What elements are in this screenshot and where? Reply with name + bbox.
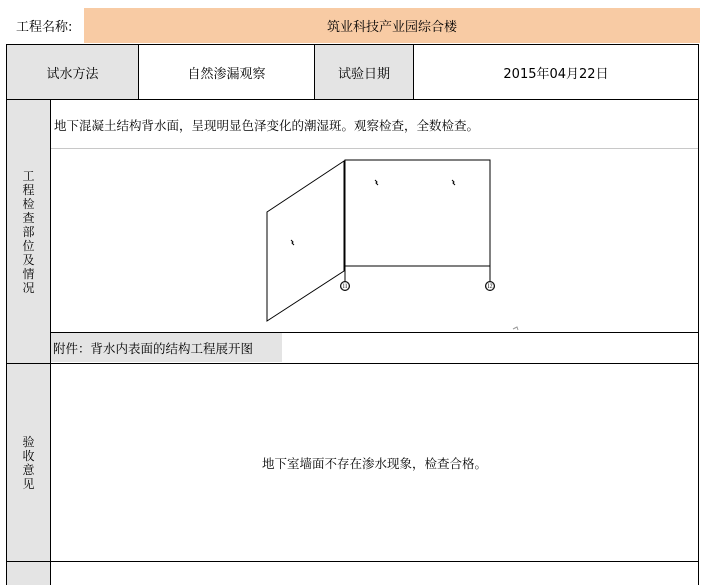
expanded-wall-diagram xyxy=(51,149,698,332)
acceptance-label: 验 收 意 见 xyxy=(22,434,35,491)
bottom-row-label-cell xyxy=(7,562,50,585)
acceptance-opinion: 地下室墙面不存在渗水现象，检查合格。 xyxy=(261,455,487,471)
attachment-cell xyxy=(51,333,282,362)
test-method-label-cell xyxy=(7,45,138,99)
acceptance-opinion-cell xyxy=(51,364,698,561)
description-divider xyxy=(51,148,698,149)
inspection-description-cell xyxy=(51,100,698,148)
cursor-mark xyxy=(513,327,518,330)
test-method-value-cell xyxy=(139,45,314,99)
test-date-label-cell xyxy=(315,45,413,99)
acceptance-bottom-line xyxy=(6,561,699,562)
damp-spot-mark xyxy=(375,180,378,185)
test-method-divider xyxy=(138,44,139,100)
project-name-value: 筑业科技产业园综合楼 xyxy=(326,20,457,35)
inspection-label-cell xyxy=(7,100,50,363)
test-date-label-left-divider xyxy=(314,44,315,100)
test-row-bottom-line xyxy=(6,99,699,100)
axis-label-right: ⑫ xyxy=(486,282,494,291)
project-name-value-cell xyxy=(84,8,700,43)
test-date-value: 2015年04月22日 xyxy=(503,66,609,82)
test-date-label-right-divider xyxy=(413,44,414,100)
damp-spot-mark xyxy=(452,180,455,185)
acceptance-label-cell xyxy=(7,364,50,561)
test-method-value: 自然渗漏观察 xyxy=(187,66,266,82)
header-bottom-line xyxy=(6,44,699,45)
side-wall-face xyxy=(267,161,344,321)
test-method-label: 试水方法 xyxy=(46,66,99,82)
damp-spot-mark xyxy=(291,240,294,245)
table-left-border xyxy=(6,44,7,585)
inspection-label: 工 程 检 查 部 位 及 情 况 xyxy=(22,168,35,295)
project-name-label-cell xyxy=(0,8,84,43)
axis-label-left: ⑪ xyxy=(341,282,349,291)
test-date-label: 试验日期 xyxy=(337,66,390,82)
label-column-divider xyxy=(50,99,51,585)
diagram-bottom-line xyxy=(50,332,699,333)
inspection-bottom-line xyxy=(6,363,699,364)
attachment-text: 附件：背水内表面的结构工程展开图 xyxy=(53,340,254,356)
test-date-value-cell xyxy=(414,45,698,99)
table-right-border xyxy=(698,44,699,585)
inspection-description: 地下混凝土结构背水面，呈现明显色泽变化的潮湿斑。观察检查，全数检查。 xyxy=(54,118,480,133)
project-name-label: 工程名称: xyxy=(16,20,73,35)
main-wall-face xyxy=(345,160,490,266)
